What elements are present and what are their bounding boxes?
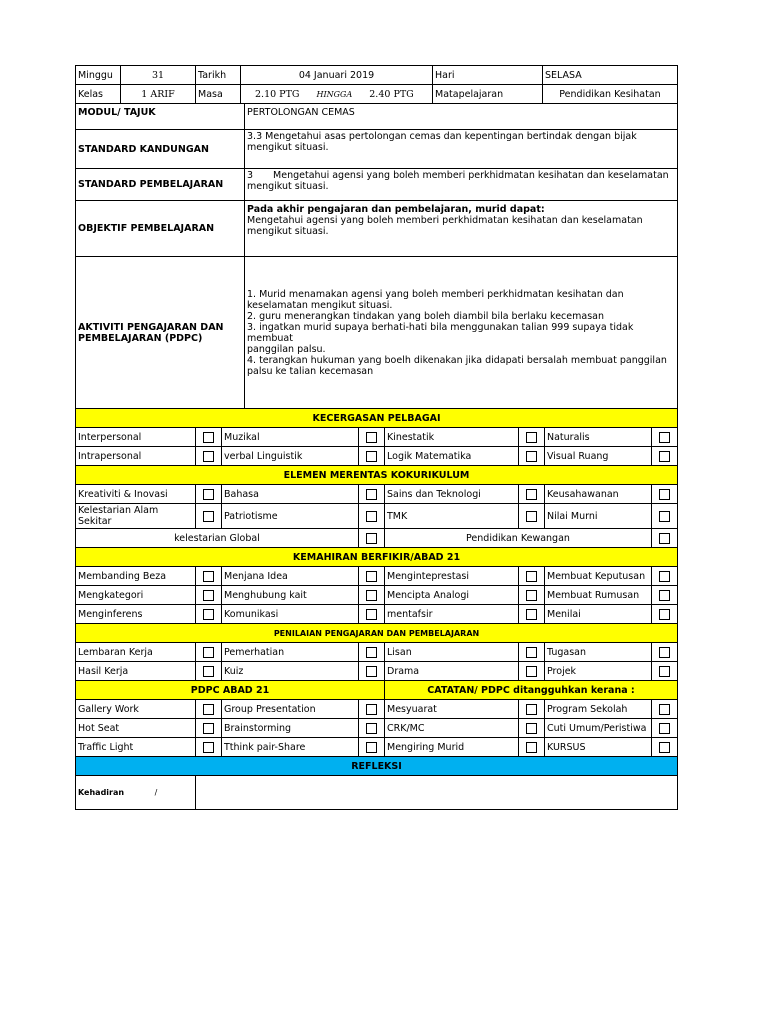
kehadiran-cell [76,776,196,810]
checkbox[interactable] [203,609,214,620]
checkbox[interactable] [659,609,670,620]
op-label: OBJEKTIF PEMBELAJARAN [76,201,245,257]
sp-label: STANDARD PEMBELAJARAN [76,169,245,201]
ap-line-4: 3. ingatkan murid supaya berhati-hati bila menggunakan talian 999 supaya tidak membuat [247,321,634,344]
elemen-r3-c2: Pendidikan Kewangan [385,529,652,548]
ap-line-1: 1. Murid menamakan agensi yang boleh memberi perkhidmatan kesihatan dan [247,288,624,300]
checkbox[interactable] [526,489,537,500]
elemen-r2-c1: Kelestarian Alam Sekitar [76,504,196,529]
masa-start: 2.10 PTG [255,88,300,100]
checkbox[interactable] [659,666,670,677]
checkbox[interactable] [526,609,537,620]
checkbox[interactable] [366,609,377,620]
elemen-r1-c1: Kreativiti & Inovasi [76,485,196,504]
masa-value [241,85,433,104]
checkbox[interactable] [366,432,377,443]
minggu-value: 31 [121,66,196,85]
kemahiran-r2-c3: Mencipta Analogi [385,586,519,605]
checkbox[interactable] [203,590,214,601]
checkbox[interactable] [203,511,214,522]
penilaian-r2-c4: Projek [545,662,652,681]
checkbox[interactable] [659,533,670,544]
pdpc-title-right: CATATAN/ PDPC ditangguhkan kerana : [385,681,678,700]
masa-end: 2.40 PTG [369,88,414,100]
kecergasan-title: KECERGASAN PELBAGAI [76,409,678,428]
checkbox[interactable] [526,666,537,677]
checkbox[interactable] [366,647,377,658]
modul-label: MODUL/ TAJUK [76,104,245,130]
checkbox[interactable] [366,704,377,715]
pdpc-r2-c4: Cuti Umum/Peristiwa [545,719,652,738]
ap-line-5: panggilan palsu. [247,343,326,355]
ap-line-7: palsu ke talian kecemasan [247,365,374,377]
pdpc-r3-c2: Tthink pair-Share [222,738,359,757]
elemen-r3-c1: kelestarian Global [76,529,359,548]
checkbox[interactable] [203,489,214,500]
checkbox[interactable] [659,511,670,522]
kemahiran-r1-c4: Membuat Keputusan [545,567,652,586]
checkbox[interactable] [203,704,214,715]
checkbox[interactable] [203,451,214,462]
kemahiran-r3-c2: Komunikasi [222,605,359,624]
checkbox[interactable] [526,723,537,734]
checkbox[interactable] [526,432,537,443]
kehadiran-label: Kehadiran [78,788,125,797]
kemahiran-r2-c2: Menghubung kait [222,586,359,605]
content-table [75,103,678,409]
sp-number: 3 [247,170,254,181]
pdpc-r1-c1: Gallery Work [76,700,196,719]
masa-hingga: HINGGA [316,89,353,99]
checkbox[interactable] [366,451,377,462]
kemahiran-r3-c4: Menilai [545,605,652,624]
hari-value: SELASA [543,66,678,85]
checkbox[interactable] [203,571,214,582]
tarikh-value: 04 Januari 2019 [241,66,433,85]
checkbox[interactable] [203,666,214,677]
kemahiran-r3-c3: mentafsir [385,605,519,624]
checkbox[interactable] [659,489,670,500]
penilaian-r1-c4: Tugasan [545,643,652,662]
pdpc-r3-c1: Traffic Light [76,738,196,757]
kemahiran-r1-c2: Menjana Idea [222,567,359,586]
sp-value: Mengetahui agensi yang boleh memberi perkhidmatan kesihatan dan keselamatan mengikut situasi. [247,170,669,192]
elemen-title: ELEMEN MERENTAS KOKURIKULUM [76,466,678,485]
kecergasan-r1-c1: Interpersonal [76,428,196,447]
checkbox[interactable] [526,704,537,715]
penilaian-r2-c3: Drama [385,662,519,681]
checkbox[interactable] [526,647,537,658]
penilaian-r1-c1: Lembaran Kerja [76,643,196,662]
kecergasan-r1-c3: Kinestatik [385,428,519,447]
kemahiran-title: KEMAHIRAN BERFIKIR/ABAD 21 [76,548,678,567]
kemahiran-r2-c1: Mengkategori [76,586,196,605]
checkbox[interactable] [203,723,214,734]
refleksi-notes[interactable] [196,776,678,810]
checkbox[interactable] [366,590,377,601]
checkbox[interactable] [659,590,670,601]
kecergasan-r1-c2: Muzikal [222,428,359,447]
checkbox[interactable] [526,511,537,522]
checkbox[interactable] [659,432,670,443]
checkbox[interactable] [659,647,670,658]
penilaian-r1-c3: Lisan [385,643,519,662]
pdpc-r1-c3: Mesyuarat [385,700,519,719]
tarikh-label: Tarikh [196,66,241,85]
op-intro: Pada akhir pengajaran dan pembelajaran, murid dapat: [247,204,545,215]
checkbox[interactable] [526,590,537,601]
kecergasan-r2-c1: Intrapersonal [76,447,196,466]
mapel-value: Pendidikan Kesihatan [543,85,678,104]
checkbox[interactable] [366,489,377,500]
kemahiran-r1-c3: Menginteprestasi [385,567,519,586]
pdpc-r3-c3: Mengiring Murid [385,738,519,757]
ap-line-6: 4. terangkan hukuman yang boelh dikenakan jika didapati bersalah membuat panggilan [247,354,667,366]
checkbox[interactable] [659,704,670,715]
checkbox[interactable] [659,451,670,462]
checkbox[interactable] [203,432,214,443]
modul-value: PERTOLONGAN CEMAS [245,104,678,130]
pdpc-r1-c4: Program Sekolah [545,700,652,719]
header-table [75,65,678,104]
kehadiran-slash: / [154,788,158,797]
minggu-label: Minggu [76,66,121,85]
elemen-r2-c3: TMK [385,504,519,529]
refleksi-title: REFLEKSI [76,757,678,776]
pdpc-r1-c2: Group Presentation [222,700,359,719]
checkbox[interactable] [366,742,377,753]
lesson-plan-sheet [75,65,677,810]
kecergasan-r2-c2: verbal Linguistik [222,447,359,466]
kecergasan-r2-c4: Visual Ruang [545,447,652,466]
masa-label: Masa [196,85,241,104]
ap-line-2: keselamatan mengikut situasi. [247,299,393,311]
mapel-label: Matapelajaran [433,85,543,104]
checkbox[interactable] [203,647,214,658]
checkbox[interactable] [203,742,214,753]
kelas-value: 1 ARIF [121,85,196,104]
elemen-r2-c4: Nilai Murni [545,504,652,529]
checkbox[interactable] [659,571,670,582]
sk-label: STANDARD KANDUNGAN [76,130,245,169]
checkbox[interactable] [366,511,377,522]
kemahiran-r3-c1: Menginferens [76,605,196,624]
kemahiran-r2-c4: Membuat Rumusan [545,586,652,605]
hari-label: Hari [433,66,543,85]
checkbox[interactable] [659,723,670,734]
op-value: Mengetahui agensi yang boleh memberi perkhidmatan kesihatan dan keselamatan mengikut situasi. [247,215,643,237]
penilaian-r1-c2: Pemerhatian [222,643,359,662]
penilaian-title: PENILAIAN PENGAJARAN DAN PEMBELAJARAN [76,624,678,643]
pdpc-title-left: PDPC ABAD 21 [76,681,385,700]
kecergasan-r1-c4: Naturalis [545,428,652,447]
checkbox[interactable] [526,571,537,582]
checkbox[interactable] [526,451,537,462]
elemen-r1-c4: Keusahawanan [545,485,652,504]
ap-label: AKTIVITI PENGAJARAN DAN PEMBELAJARAN (PDPC) [76,257,245,409]
pdpc-r2-c1: Hot Seat [76,719,196,738]
penilaian-r2-c1: Hasil Kerja [76,662,196,681]
kecergasan-r2-c3: Logik Matematika [385,447,519,466]
checkbox-grid [75,408,678,810]
penilaian-r2-c2: Kuiz [222,662,359,681]
kemahiran-r1-c1: Membanding Beza [76,567,196,586]
kelas-label: Kelas [76,85,121,104]
elemen-r2-c2: Patriotisme [222,504,359,529]
checkbox[interactable] [659,742,670,753]
elemen-r1-c3: Sains dan Teknologi [385,485,519,504]
pdpc-r3-c4: KURSUS [545,738,652,757]
pdpc-r2-c3: CRK/MC [385,719,519,738]
ap-line-3: 2. guru menerangkan tindakan yang boleh diambil bila berlaku kecemasan [247,310,604,322]
elemen-r1-c2: Bahasa [222,485,359,504]
checkbox[interactable] [366,723,377,734]
ap-cell [245,257,678,409]
checkbox[interactable] [526,742,537,753]
checkbox[interactable] [366,571,377,582]
checkbox[interactable] [366,533,377,544]
sp-cell [245,169,678,201]
pdpc-r2-c2: Brainstorming [222,719,359,738]
checkbox[interactable] [366,666,377,677]
sk-value: 3.3 Mengetahui asas pertolongan cemas dan kepentingan bertindak dengan bijak mengikut situasi. [245,130,678,169]
op-cell [245,201,678,257]
